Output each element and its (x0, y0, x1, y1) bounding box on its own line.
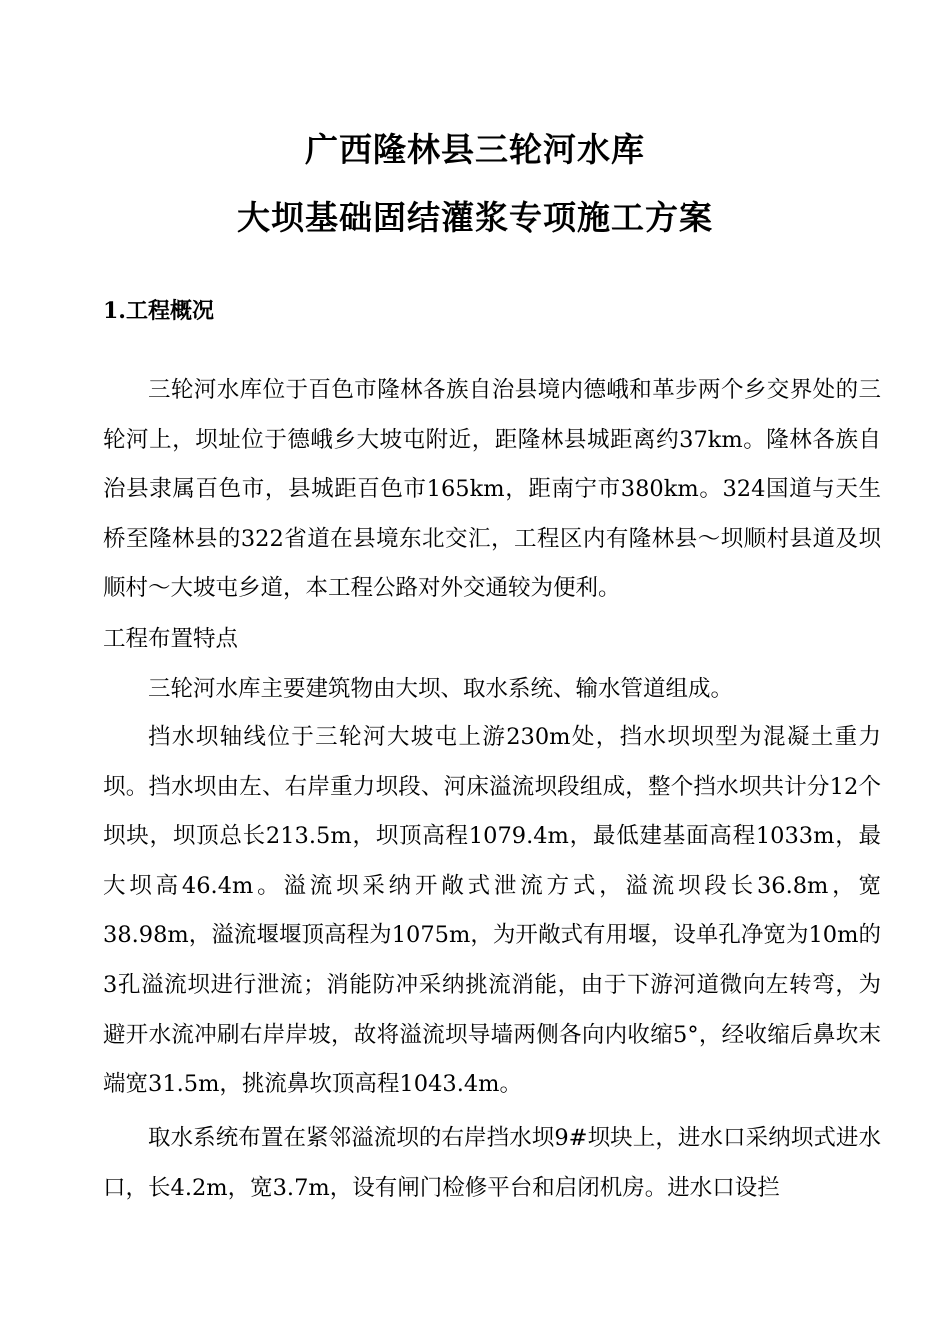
document-title-line2: 大坝基础固结灌浆专项施工方案 (237, 198, 713, 237)
paragraph-location: 三轮河水库位于百色市隆林各族自治县境内德峨和革步两个乡交界处的三轮河上，坝址位于德峨乡大坡屯附近，距隆林县城距离约37km。隆林各族自治县隶属百色市，县城距百色市165km，距南宁市380km。324国道与天生桥至隆林县的322省道在县境东北交汇，工程区内有隆林县～坝顺村县道及坝顺村～大坡屯乡道，本工程公路对外交通较为便利。 (103, 377, 881, 602)
document-title-line1: 广西隆林县三轮河水库 (305, 130, 645, 169)
paragraph-dam-description: 挡水坝轴线位于三轮河大坡屯上游230m处，挡水坝坝型为混凝土重力坝。挡水坝由左、右岸重力坝段、河床溢流坝段组成，整个挡水坝共计分12个坝块，坝顶总长213.5m，坝顶高程1079.4m，最低建基面高程1033m，最大坝高46.4m。溢流坝采纳开敞式泄流方式，溢流坝段长36.8m，宽38.98m，溢流堰堰顶高程为1075m，为开敞式有用堰，设单孔净宽为10m的3孔溢流坝进行泄流；消能防冲采纳挑流消能，由于下游河道微向左转弯，为避开水流冲刷右岸岸坡，故将溢流坝导墙两侧各向内收缩5°，经收缩后鼻坎末端宽31.5m，挑流鼻坎顶高程1043.4m。 (103, 724, 881, 1098)
subheading-layout-features: 工程布置特点 (103, 626, 239, 652)
paragraph-main-structures: 三轮河水库主要建筑物由大坝、取水系统、输水管道组成。 (148, 676, 734, 702)
section-heading: 1.工程概况 (103, 298, 214, 324)
paragraph-intake-system: 取水系统布置在紧邻溢流坝的右岸挡水坝9#坝块上，进水口采纳坝式进水口，长4.2m，宽3.7m，设有闸门检修平台和启闭机房。进水口设拦 (103, 1125, 881, 1201)
